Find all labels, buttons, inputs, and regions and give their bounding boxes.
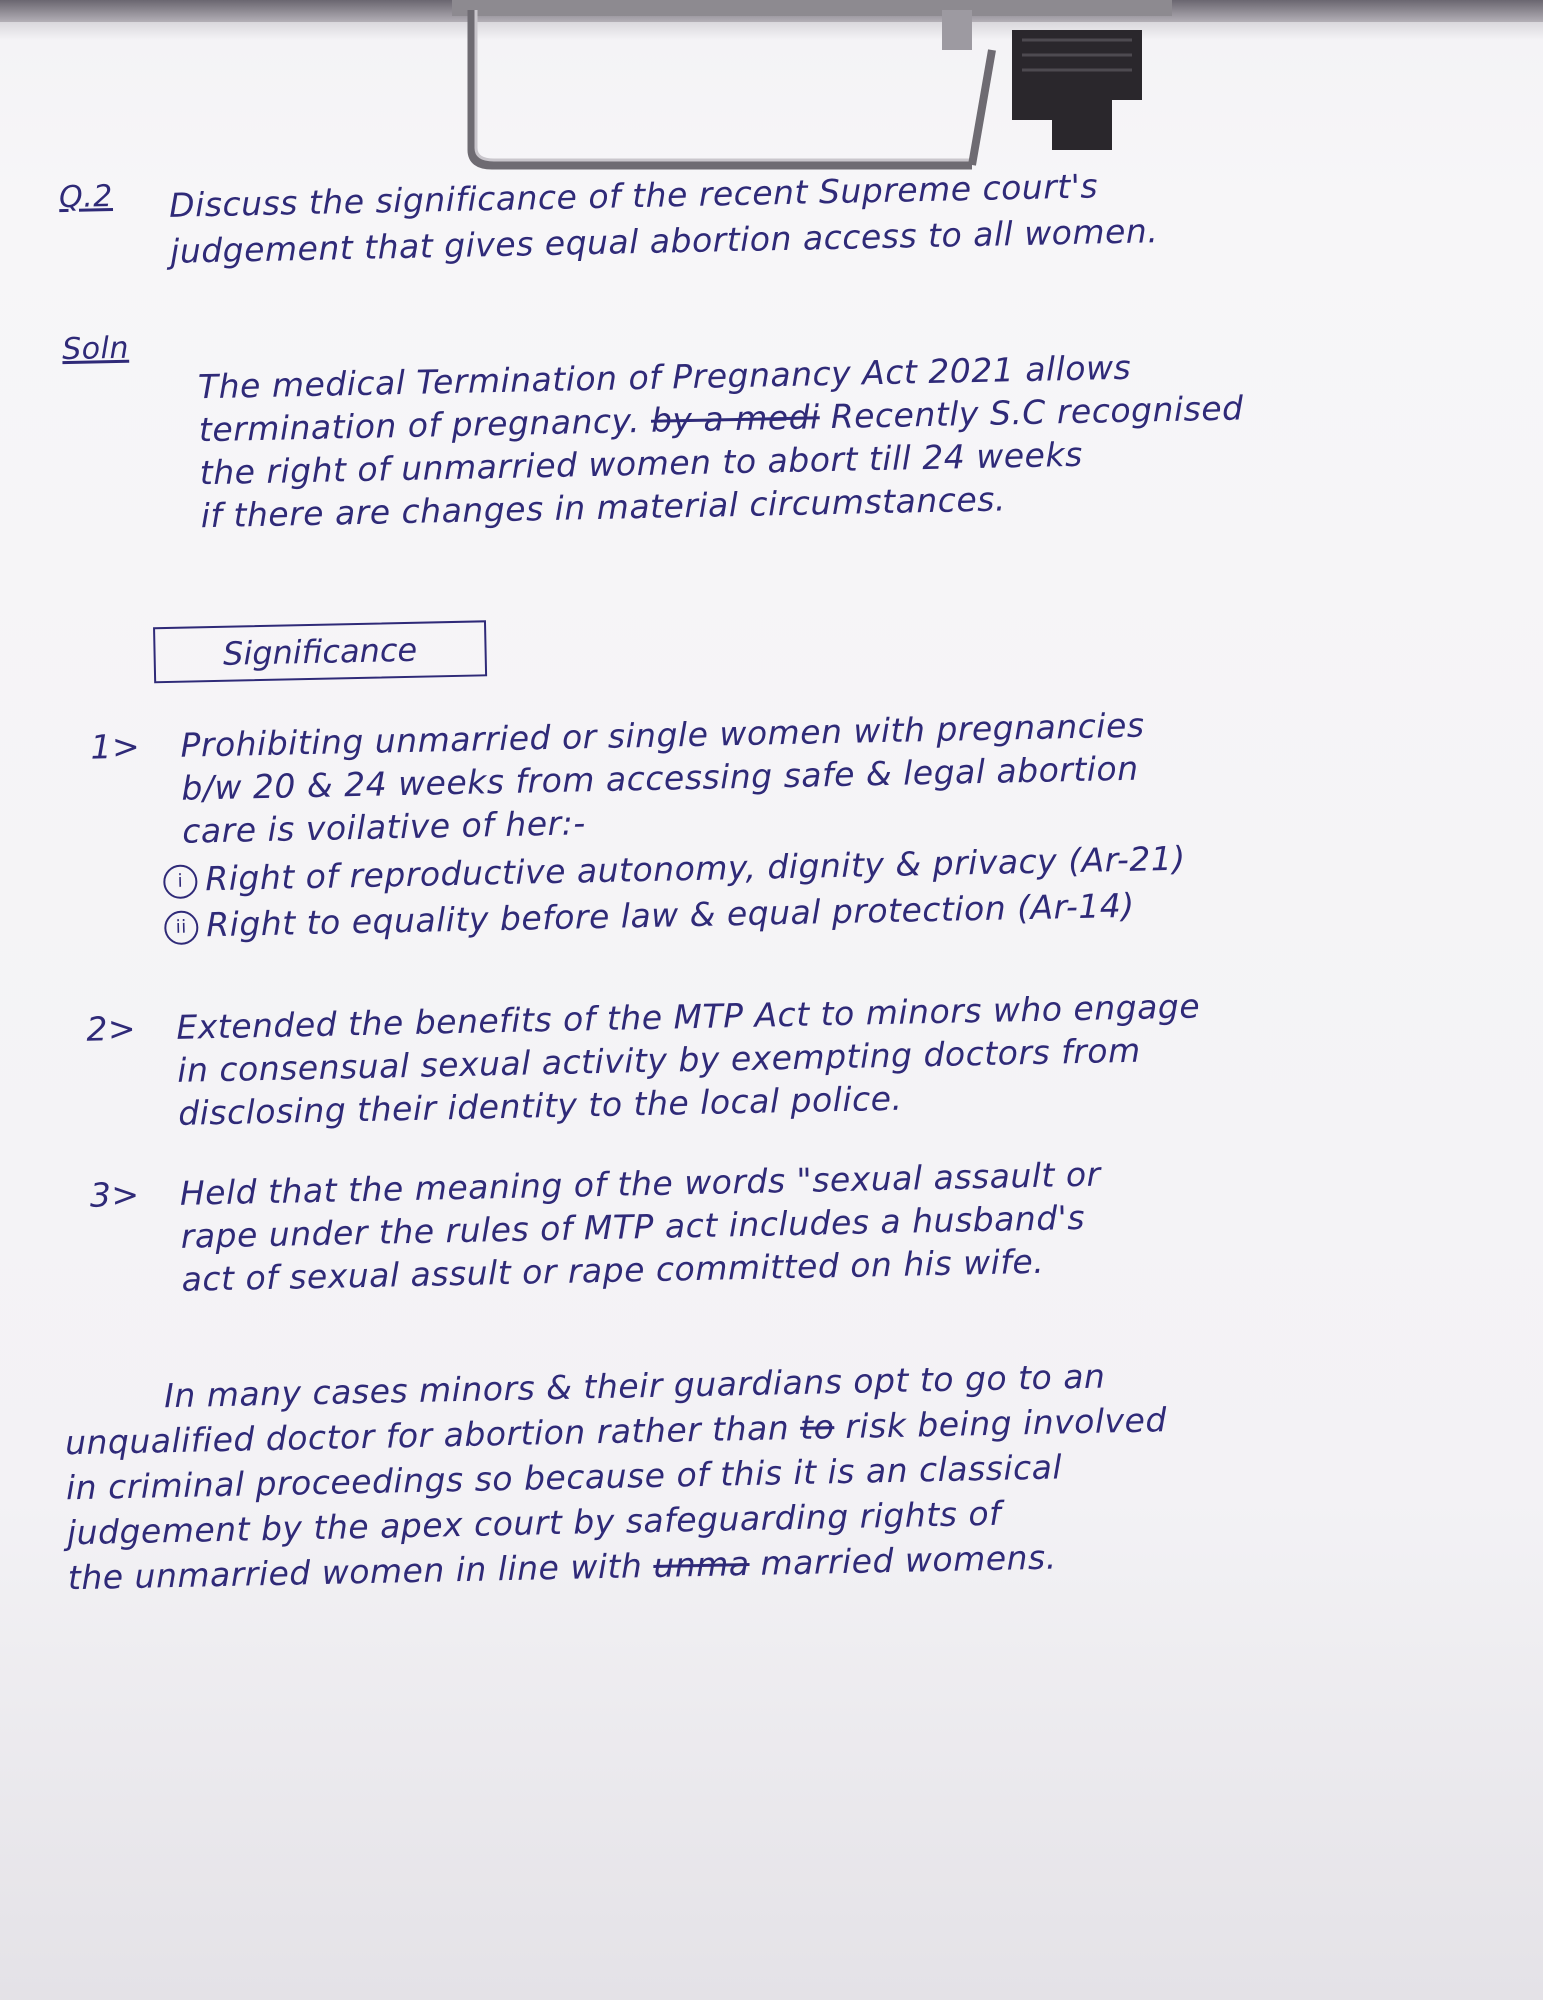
point-2-line-1: Extended the benefits of the MTP Act to minors who engage (176, 986, 1201, 1047)
point-1-line-2: b/w 20 & 24 weeks from accessing safe & legal abortion (180, 748, 1139, 808)
question-line-2: judgement that gives equal abortion access to all women. (169, 211, 1159, 271)
sub-point-2-number: ii (164, 910, 199, 945)
solution-line-2-struck: by a medi (650, 397, 821, 440)
point-3-line-1: Held that the meaning of the words "sexual assault or (179, 1154, 1101, 1213)
solution-line-2-b: Recently S.C recognised (830, 388, 1244, 437)
conclusion-line-5-b: married womens. (760, 1537, 1058, 1583)
solution-label: Soln (61, 330, 130, 368)
solution-line-1: The medical Termination of Pregnancy Act 2021 allows (197, 347, 1132, 407)
point-2-line-2: in consensual sexual activity by exempting doctors from (176, 1030, 1142, 1090)
solution-line-4: if there are changes in material circumstances. (200, 479, 1007, 536)
point-3-line-3: act of sexual assult or rape committed on his wife. (181, 1241, 1045, 1299)
sub-point-1-text: Right of reproductive autonomy, dignity & privacy (Ar-21) (204, 838, 1187, 899)
significance-heading: Significance (153, 620, 487, 683)
conclusion-line-5-struck: unma (652, 1543, 750, 1586)
sub-point-2-text: Right to equality before law & equal protection (Ar-14) (205, 885, 1136, 945)
solution-line-3: the right of unmarried women to abort till 24 weeks (199, 434, 1084, 493)
point-3-number: 3> (89, 1174, 140, 1215)
conclusion-line-4: judgement by the apex court by safeguarding rights of (66, 1493, 1002, 1553)
solution-line-2-a: termination of pregnancy. (198, 401, 641, 450)
point-1-line-1: Prohibiting unmarried or single women with pregnancies (180, 705, 1145, 765)
point-1-number: 1> (90, 726, 141, 767)
point-2-line-3: disclosing their identity to the local police. (177, 1078, 903, 1133)
conclusion-line-3: in criminal proceedings so because of this it is an classical (65, 1447, 1063, 1508)
question-label: Q.2 (58, 179, 114, 216)
question-line-1: Discuss the significance of the recent Supreme court's (168, 166, 1099, 225)
point-2-number: 2> (86, 1008, 137, 1049)
point-1-line-3: care is voilative of her:- (181, 803, 587, 851)
handwritten-sheet (18, 118, 1543, 1989)
conclusion-line-2-a: unqualified doctor for abortion rather than (64, 1408, 790, 1463)
conclusion-line-5-a: the unmarried women in line with (67, 1546, 643, 1598)
point-3-line-2: rape under the rules of MTP act includes a husband's (180, 1197, 1086, 1256)
sub-point-1-number: i (163, 864, 198, 899)
conclusion-line-2-b: risk being involved (844, 1400, 1168, 1446)
conclusion-line-2-struck: to (799, 1407, 835, 1447)
conclusion-line-1: In many cases minors & their guardians opt to go to an (163, 1356, 1106, 1416)
